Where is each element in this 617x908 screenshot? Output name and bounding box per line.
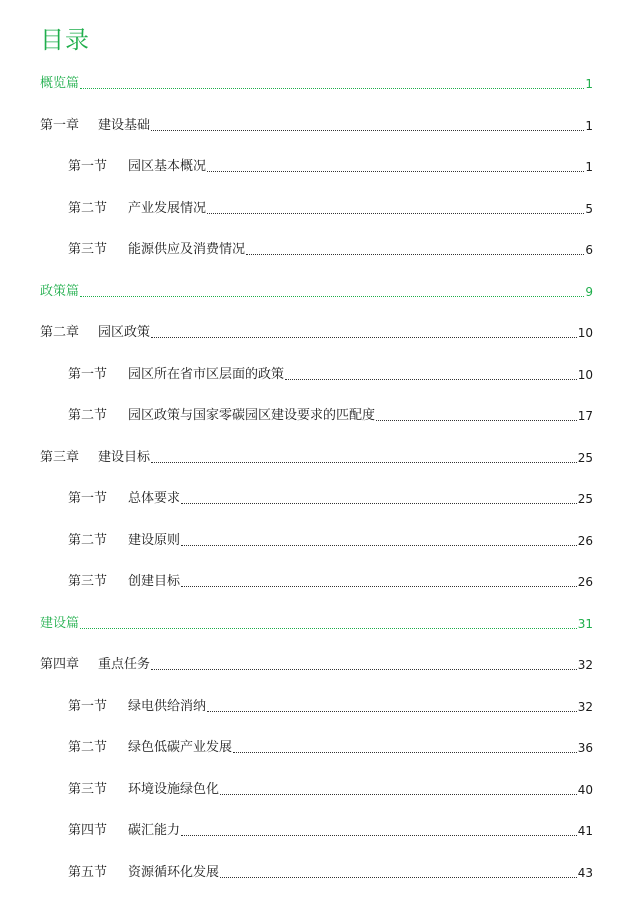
dot-leader bbox=[233, 751, 577, 753]
dot-leader bbox=[80, 627, 577, 629]
toc-entry-number: 第三节 bbox=[68, 782, 108, 797]
toc-entry-section[interactable] bbox=[68, 861, 593, 881]
toc-entry-section[interactable] bbox=[68, 238, 593, 258]
dot-leader bbox=[181, 585, 577, 587]
toc-entry-number: 第三节 bbox=[68, 574, 108, 589]
dot-leader bbox=[285, 378, 577, 380]
toc-page-number: 40 bbox=[577, 783, 593, 797]
toc-entry-title: 园区基本概况 bbox=[128, 159, 207, 174]
toc-entry-title: 碳汇能力 bbox=[128, 823, 181, 838]
dot-leader bbox=[207, 710, 577, 712]
toc-entry-number: 第二节 bbox=[68, 533, 108, 548]
toc-page-number: 25 bbox=[577, 492, 593, 506]
toc-entry-title: 重点任务 bbox=[98, 657, 151, 672]
toc-entry-title: 政策篇 bbox=[40, 284, 80, 299]
dot-leader bbox=[207, 170, 584, 172]
dot-leader bbox=[376, 419, 577, 421]
dot-leader bbox=[151, 336, 577, 338]
toc-entry-section[interactable] bbox=[68, 363, 593, 383]
dot-leader bbox=[181, 502, 577, 504]
toc-page-number: 26 bbox=[577, 575, 593, 589]
toc-page-number: 1 bbox=[585, 119, 593, 133]
toc-page-number: 5 bbox=[585, 202, 593, 216]
toc-entry-title: 绿电供给消纳 bbox=[128, 699, 207, 714]
dot-leader bbox=[80, 295, 584, 297]
toc-page-number: 10 bbox=[577, 326, 593, 340]
toc-entry-number: 第五节 bbox=[68, 865, 108, 880]
toc-page-number: 9 bbox=[585, 285, 593, 299]
toc-page-number: 26 bbox=[577, 534, 593, 548]
toc-entry-section[interactable] bbox=[68, 487, 593, 507]
page-title: 目录 bbox=[40, 26, 90, 54]
toc-entry-section[interactable] bbox=[68, 570, 593, 590]
toc-entry-number: 第二节 bbox=[68, 740, 108, 755]
dot-leader bbox=[80, 87, 584, 89]
toc-entry-chapter[interactable] bbox=[40, 321, 593, 341]
toc-page-number: 1 bbox=[585, 77, 593, 91]
dot-leader bbox=[220, 793, 577, 795]
toc-page-number: 32 bbox=[577, 658, 593, 672]
toc-page-number: 17 bbox=[577, 409, 593, 423]
toc-page-number: 25 bbox=[577, 451, 593, 465]
toc-entry-number: 第一节 bbox=[68, 367, 108, 382]
toc-entry-title: 园区政策 bbox=[98, 325, 151, 340]
dot-leader bbox=[151, 461, 577, 463]
toc-entry-number: 第二章 bbox=[40, 325, 80, 340]
toc-entry-section[interactable] bbox=[68, 819, 593, 839]
dot-leader bbox=[181, 834, 577, 836]
toc-entry-title: 创建目标 bbox=[128, 574, 181, 589]
dot-leader bbox=[220, 876, 577, 878]
toc-entry-title: 资源循环化发展 bbox=[128, 865, 220, 880]
toc-entry-number: 第一节 bbox=[68, 491, 108, 506]
toc-entry-title: 总体要求 bbox=[128, 491, 181, 506]
toc-entry-title: 建设目标 bbox=[98, 450, 151, 465]
toc-page-number: 6 bbox=[585, 243, 593, 257]
toc-entry-title: 环境设施绿色化 bbox=[128, 782, 220, 797]
toc-entry-section[interactable] bbox=[68, 197, 593, 217]
toc-entry-title: 建设原则 bbox=[128, 533, 181, 548]
toc-entry-part[interactable] bbox=[40, 612, 593, 632]
toc-entry-section[interactable] bbox=[68, 155, 593, 175]
toc-entry-title: 园区所在省市区层面的政策 bbox=[128, 367, 285, 382]
toc-entry-title: 园区政策与国家零碳园区建设要求的匹配度 bbox=[128, 408, 376, 423]
toc-page-number: 10 bbox=[577, 368, 593, 382]
toc-entry-part[interactable] bbox=[40, 72, 593, 92]
dot-leader bbox=[151, 668, 577, 670]
toc-entry-number: 第二节 bbox=[68, 408, 108, 423]
toc-entry-chapter[interactable] bbox=[40, 653, 593, 673]
dot-leader bbox=[181, 544, 577, 546]
toc-page-number: 36 bbox=[577, 741, 593, 755]
toc-entry-title: 概览篇 bbox=[40, 76, 80, 91]
toc-entry-title: 建设基础 bbox=[98, 118, 151, 133]
toc-entry-number: 第四章 bbox=[40, 657, 80, 672]
toc-page-number: 1 bbox=[585, 160, 593, 174]
toc-entry-number: 第二节 bbox=[68, 201, 108, 216]
toc-entry-number: 第一节 bbox=[68, 159, 108, 174]
dot-leader bbox=[207, 212, 584, 214]
toc-entry-chapter[interactable] bbox=[40, 446, 593, 466]
toc-entry-number: 第四节 bbox=[68, 823, 108, 838]
dot-leader bbox=[246, 253, 584, 255]
toc-entry-number: 第三节 bbox=[68, 242, 108, 257]
toc-entry-title: 产业发展情况 bbox=[128, 201, 207, 216]
toc-entry-section[interactable] bbox=[68, 736, 593, 756]
toc-entry-section[interactable] bbox=[68, 695, 593, 715]
toc-page-number: 32 bbox=[577, 700, 593, 714]
dot-leader bbox=[151, 129, 584, 131]
toc-entry-title: 建设篇 bbox=[40, 616, 80, 631]
toc-entry-chapter[interactable] bbox=[40, 114, 593, 134]
toc-entry-number: 第一章 bbox=[40, 118, 80, 133]
toc-entry-section[interactable] bbox=[68, 778, 593, 798]
toc-entry-number: 第一节 bbox=[68, 699, 108, 714]
toc-page-number: 43 bbox=[577, 866, 593, 880]
toc-page-number: 41 bbox=[577, 824, 593, 838]
toc-entry-part[interactable] bbox=[40, 280, 593, 300]
toc-entry-number: 第三章 bbox=[40, 450, 80, 465]
toc-page-number: 31 bbox=[577, 617, 593, 631]
toc-entry-title: 绿色低碳产业发展 bbox=[128, 740, 233, 755]
toc-entry-title: 能源供应及消费情况 bbox=[128, 242, 246, 257]
toc-entry-section[interactable] bbox=[68, 404, 593, 424]
toc-entry-section[interactable] bbox=[68, 529, 593, 549]
